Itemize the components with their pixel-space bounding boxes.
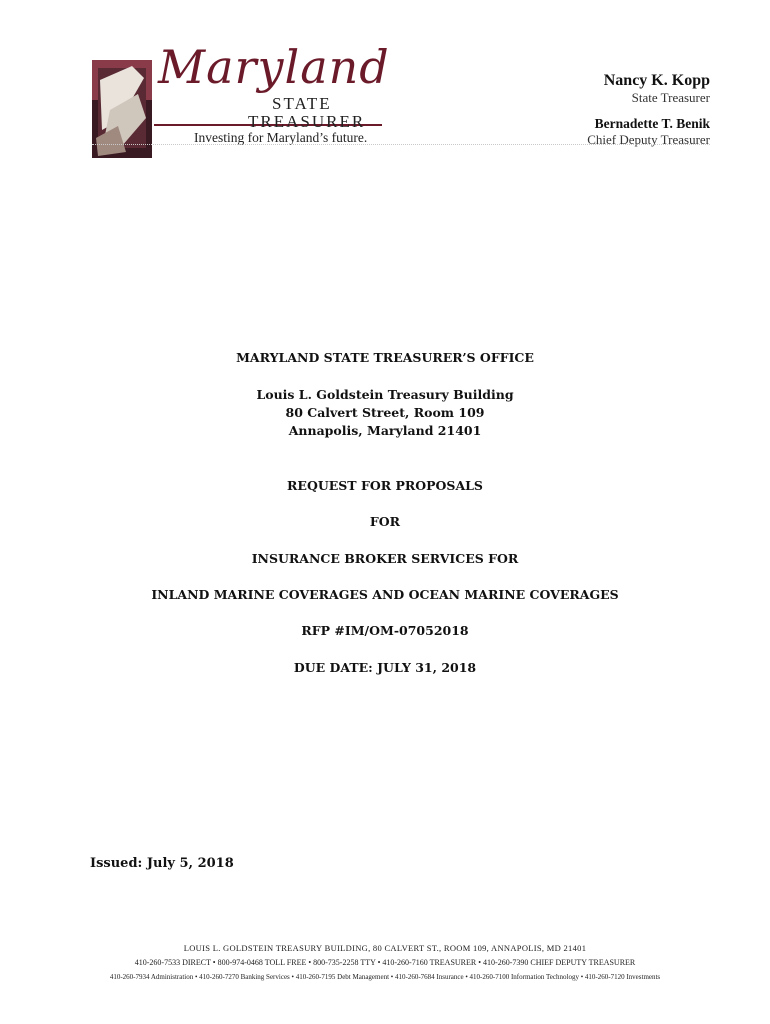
address-line-3: Annapolis, Maryland 21401 — [288, 423, 482, 438]
logo-treasurer-text: TREASURER — [248, 112, 366, 131]
logo-state-text: STATE — [272, 94, 332, 113]
footer-departments — [0, 966, 770, 984]
footer-phones-text: 410-260-7533 DIRECT • 800-974-0468 TOLL FREE • 800-735-2258 TTY • 410-260-7160 TREASURER • 410-260-7390 CHIEF DEPUTY TREASURER — [134, 958, 636, 967]
officials-block — [587, 72, 710, 148]
logo-wordmark: Maryland — [158, 40, 390, 94]
office-heading: MARYLAND STATE TREASURER’S OFFICE — [236, 350, 534, 365]
logo-tagline: Investing for Maryland’s future. — [194, 130, 368, 145]
footer-address-text: LOUIS L. GOLDSTEIN TREASURY BUILDING, 80 CALVERT ST., ROOM 109, ANNAPOLIS, MD 21401 — [183, 943, 587, 953]
official-1-name: Nancy K. Kopp — [603, 72, 710, 89]
address-line-2: 80 Calvert Street, Room 109 — [285, 405, 485, 420]
issued-date: Issued: July 5, 2018 — [90, 856, 234, 871]
services-heading: INSURANCE BROKER SERVICES FOR — [251, 551, 519, 566]
letterhead — [92, 40, 710, 150]
address-line-1: Louis L. Goldstein Treasury Building — [256, 387, 514, 402]
due-date: DUE DATE: JULY 31, 2018 — [293, 660, 477, 675]
rfp-heading: REQUEST FOR PROPOSALS — [287, 478, 483, 493]
official-2-title: Chief Deputy Treasurer — [587, 132, 710, 147]
official-2-name: Bernadette T. Benik — [594, 116, 710, 131]
letterhead-divider — [92, 144, 710, 147]
official-1-title: State Treasurer — [631, 90, 710, 105]
rfp-number: RFP #IM/OM-07052018 — [301, 623, 469, 638]
for-heading: FOR — [369, 514, 401, 529]
coverages-heading: INLAND MARINE COVERAGES AND OCEAN MARINE COVERAGES — [151, 587, 619, 602]
footer-departments-text: 410-260-7934 Administration • 410-260-7270 Banking Services • 410-260-7195 Debt Management • 410-260-7684 Insurance • 410-260-7100 Information Technology • 410-260-7120 Investments — [109, 973, 661, 981]
